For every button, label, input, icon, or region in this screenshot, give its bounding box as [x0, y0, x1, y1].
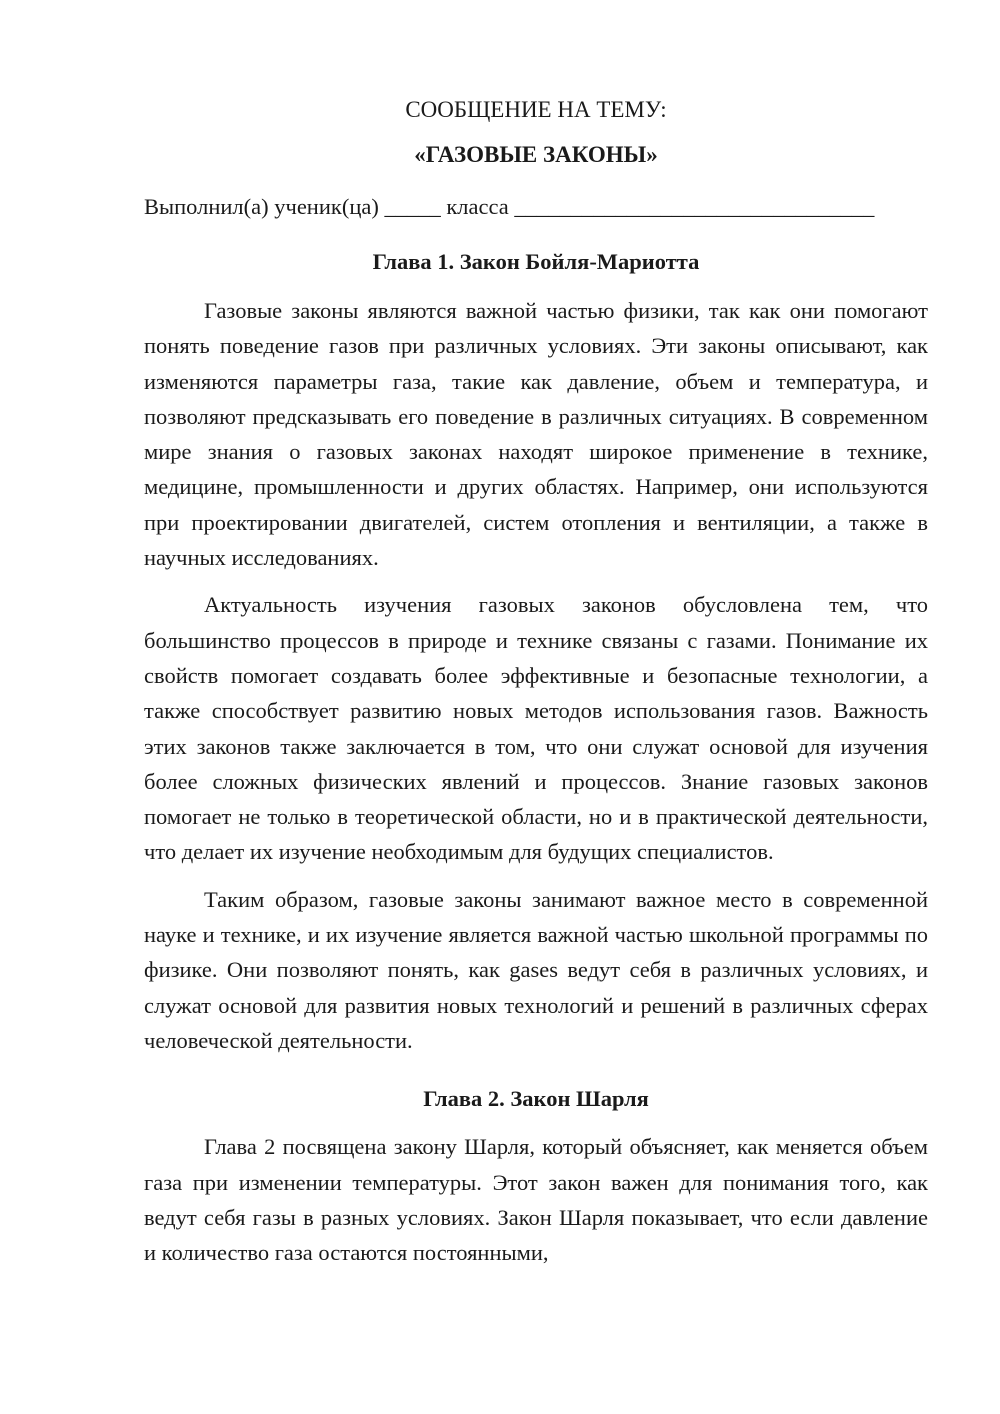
document-title-line-1: СООБЩЕНИЕ НА ТЕМУ: [405, 97, 667, 122]
chapter-1-paragraph-1: Газовые законы являются важной частью физики, так как они помогают понять поведение газов при различных условиях. Эти законы описывают, как изменяются параметры газа, такие как давление, объем и температура, и позволяют предсказывать его поведение в различных ситуациях. В современном мире знания о газовых законах находят широкое применение в технике, медицине, промышленности и других областях. Например, они используются при проектировании двигателей, систем отопления и вентиляции, а также в научных исследованиях. [144, 298, 928, 571]
chapter-1-paragraph-2: Актуальность изучения газовых законов обусловлена тем, что большинство процессов в природе и технике связаны с газами. Понимание их свойств помогает создавать более эффективные и безопасные технологии, а также способствует развитию новых методов использования газов. Важность этих законов также заключается в том, что они служат основой для изучения более сложных физических явлений и процессов. Знание газовых законов помогает не только в теоретической области, но и в практической деятельности, что делает их изучение необходимым для будущих специалистов. [144, 592, 928, 865]
chapter-2-heading: Глава 2. Закон Шарля [423, 1086, 649, 1112]
chapter-1-paragraph-3: Таким образом, газовые законы занимают важное место в современной науке и технике, и их изучение является важной частью школьной программы по физике. Они позволяют понять, как gases ведут себя в различных условиях, и служат основой для развития новых технологий и решений в различных сферах человеческой деятельности. [144, 886, 928, 1053]
document-content [144, 92, 928, 1270]
chapter-1-heading: Глава 1. Закон Бойля-Мариотта [372, 249, 700, 274]
performer-line: Выполнил(а) ученик(ца) _____ класса ________________________________ [144, 194, 875, 219]
document-title-line-2: «ГАЗОВЫЕ ЗАКОНЫ» [414, 142, 658, 167]
chapter-2-paragraph-1: Глава 2 посвящена закону Шарля, который объясняет, как меняется объем газа при изменении температуры. Этот закон важен для понимания того, как ведут себя газы в разных условиях. Закон Шарля показывает, что если давление и количество газа остаются постоянными, [144, 1134, 928, 1266]
